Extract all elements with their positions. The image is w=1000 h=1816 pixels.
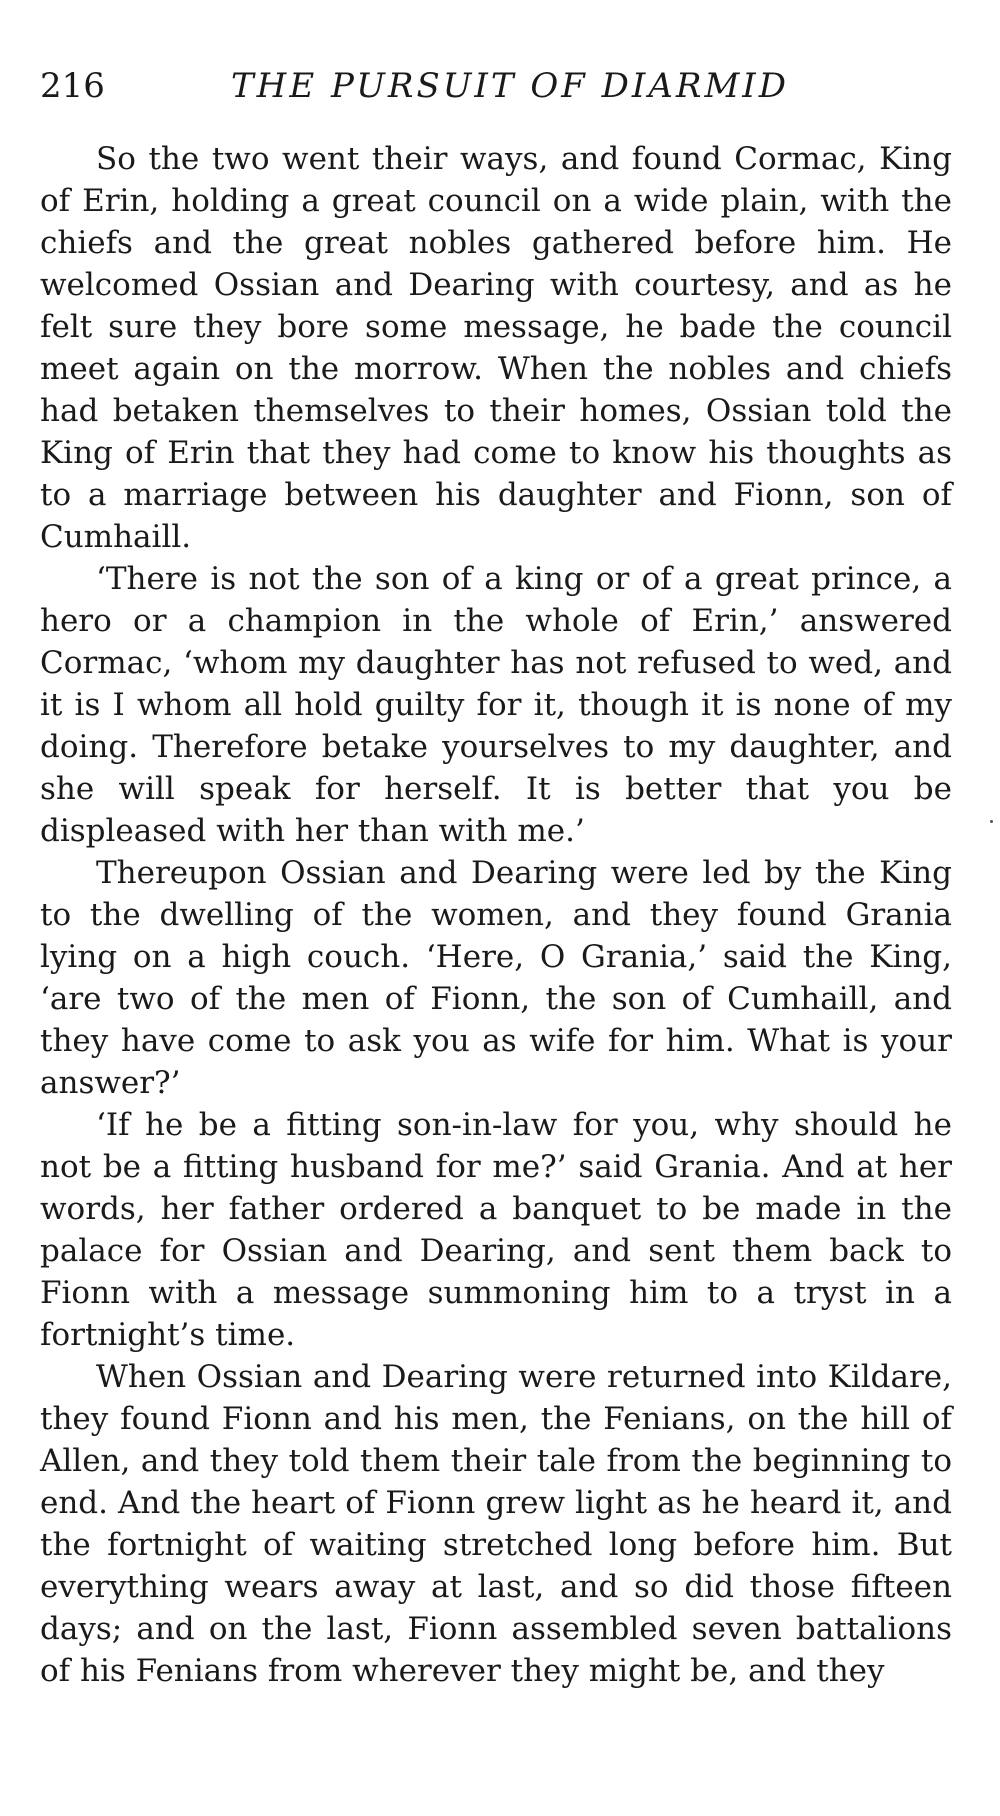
paragraph-4: ‘If he be a fitting son-in-law for you, why should he not be a fitting husband for me?’ said Grania. And at her words, her father ordered a banquet to be made in the palace for Ossian and Dearing, and sent them back to Fionn with a message summoning him to a tryst in a fortnight’s time. [40, 1107, 952, 1353]
body-text [40, 138, 952, 1692]
book-title: THE PURSUIT OF DIARMID [231, 66, 789, 106]
paragraph-2: ‘There is not the son of a king or of a great prince, a hero or a champion in the whole of Erin,’ answered Cormac, ‘whom my daughter has not refused to wed, and it is I whom all hold guilty for it, though it is none of my doing. Therefore betake yourselves to my daughter, and she will speak for herself. It is better that you be displeased with her than with me.’ [40, 561, 952, 849]
paragraph-3: Thereupon Ossian and Dearing were led by the King to the dwelling of the women, and they found Grania lying on a high couch. ‘Here, O Grania,’ said the King, ‘are two of the men of Fionn, the son of Cumhaill, and they have come to ask you as wife for him. What is your answer?’ [40, 855, 952, 1101]
ink-speck [990, 820, 993, 823]
running-head [40, 56, 960, 116]
paragraph-5: When Ossian and Dearing were returned into Kildare, they found Fionn and his men, the Fenians, on the hill of Allen, and they told them their tale from the beginning to end. And the heart of Fionn grew light as he heard it, and the fortnight of waiting stretched long before him. But everything wears away at last, and so did those fifteen days; and on the last, Fionn assembled seven battalions of his Fenians from wherever they might be, and they [40, 1359, 952, 1689]
paragraph-1: So the two went their ways, and found Cormac, King of Erin, holding a great council on a wide plain, with the chiefs and the great nobles gathered before him. He welcomed Ossian and Dearing with courtesy, and as he felt sure they bore some message, he bade the council meet again on the morrow. When the nobles and chiefs had betaken themselves to their homes, Ossian told the King of Erin that they had come to know his thoughts as to a marriage between his daughter and Fionn, son of Cumhaill. [40, 141, 952, 555]
page-number: 216 [40, 66, 105, 106]
